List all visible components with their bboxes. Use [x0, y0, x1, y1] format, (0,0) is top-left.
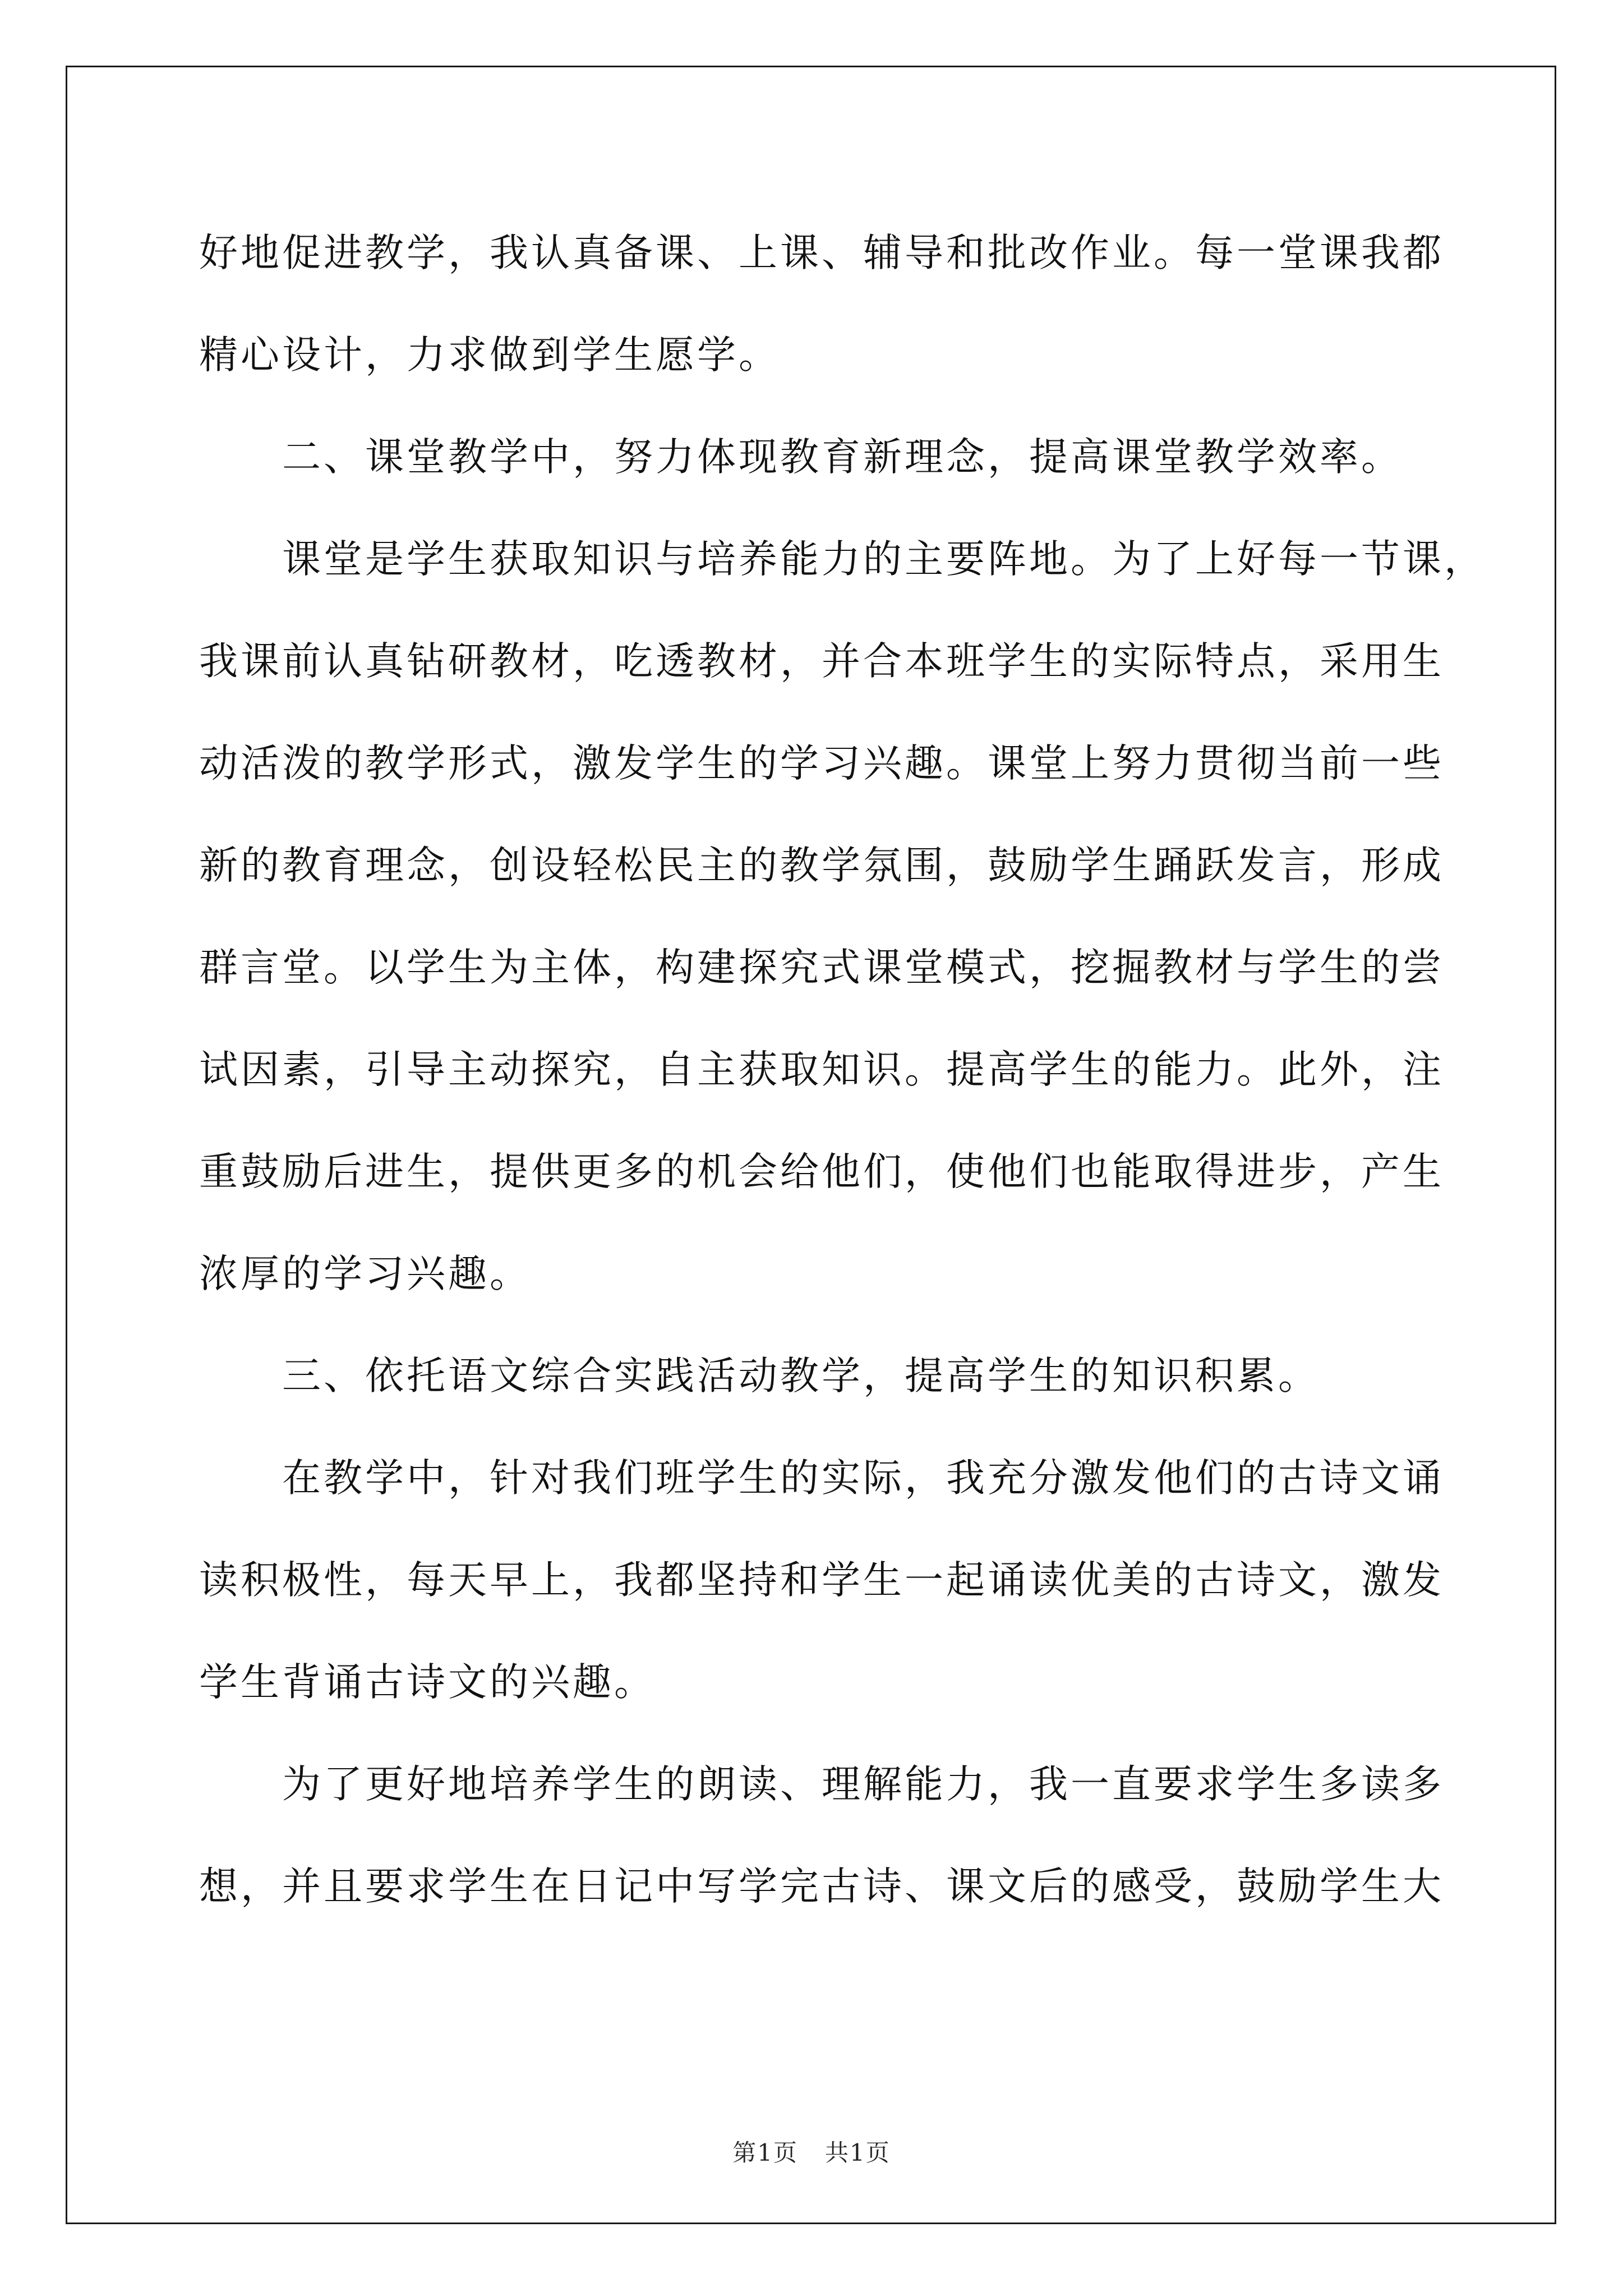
body-line-5: 我课前认真钻研教材，吃透教材，并合本班学生的实际特点，采用生 — [199, 639, 1444, 684]
page-number-current: 第1页 — [732, 2139, 798, 2166]
page-number-total: 共1页 — [825, 2139, 891, 2166]
body-line-8: 群言堂。以学生为主体，构建探究式课堂模式，挖掘教材与学生的尝 — [199, 945, 1444, 990]
body-line-15: 学生背诵古诗文的兴趣。 — [199, 1660, 656, 1705]
body-line-4: 课堂是学生获取知识与培养能力的主要阵地。为了上好每一节课， — [282, 537, 1486, 582]
section-heading-3: 三、依托语文综合实践活动教学，提高学生的知识积累。 — [282, 1354, 1320, 1398]
body-line-7: 新的教育理念，创设轻松民主的教学氛围，鼓励学生踊跃发言，形成 — [199, 843, 1444, 888]
body-line-14: 读积极性，每天早上，我都坚持和学生一起诵读优美的古诗文，激发 — [199, 1558, 1444, 1603]
document-body — [199, 202, 1486, 1938]
body-line-6: 动活泼的教学形式，激发学生的学习兴趣。课堂上努力贯彻当前一些 — [199, 741, 1444, 786]
body-line-17: 想，并且要求学生在日记中写学完古诗、课文后的感受，鼓励学生大 — [199, 1864, 1444, 1909]
body-line-2: 精心设计，力求做到学生愿学。 — [199, 333, 780, 378]
page-footer — [0, 2134, 1623, 2168]
body-line-13: 在教学中，针对我们班学生的实际，我充分激发他们的古诗文诵 — [282, 1456, 1444, 1501]
body-line-1: 好地促进教学，我认真备课、上课、辅导和批改作业。每一堂课我都 — [199, 231, 1444, 275]
body-line-11: 浓厚的学习兴趣。 — [199, 1251, 531, 1296]
body-line-9: 试因素，引导主动探究，自主获取知识。提高学生的能力。此外，注 — [199, 1047, 1444, 1092]
section-heading-2: 二、课堂教学中，努力体现教育新理念，提高课堂教学效率。 — [282, 435, 1403, 480]
body-line-16: 为了更好地培养学生的朗读、理解能力，我一直要求学生多读多 — [282, 1762, 1444, 1807]
body-line-10: 重鼓励后进生，提供更多的机会给他们，使他们也能取得进步，产生 — [199, 1149, 1444, 1194]
